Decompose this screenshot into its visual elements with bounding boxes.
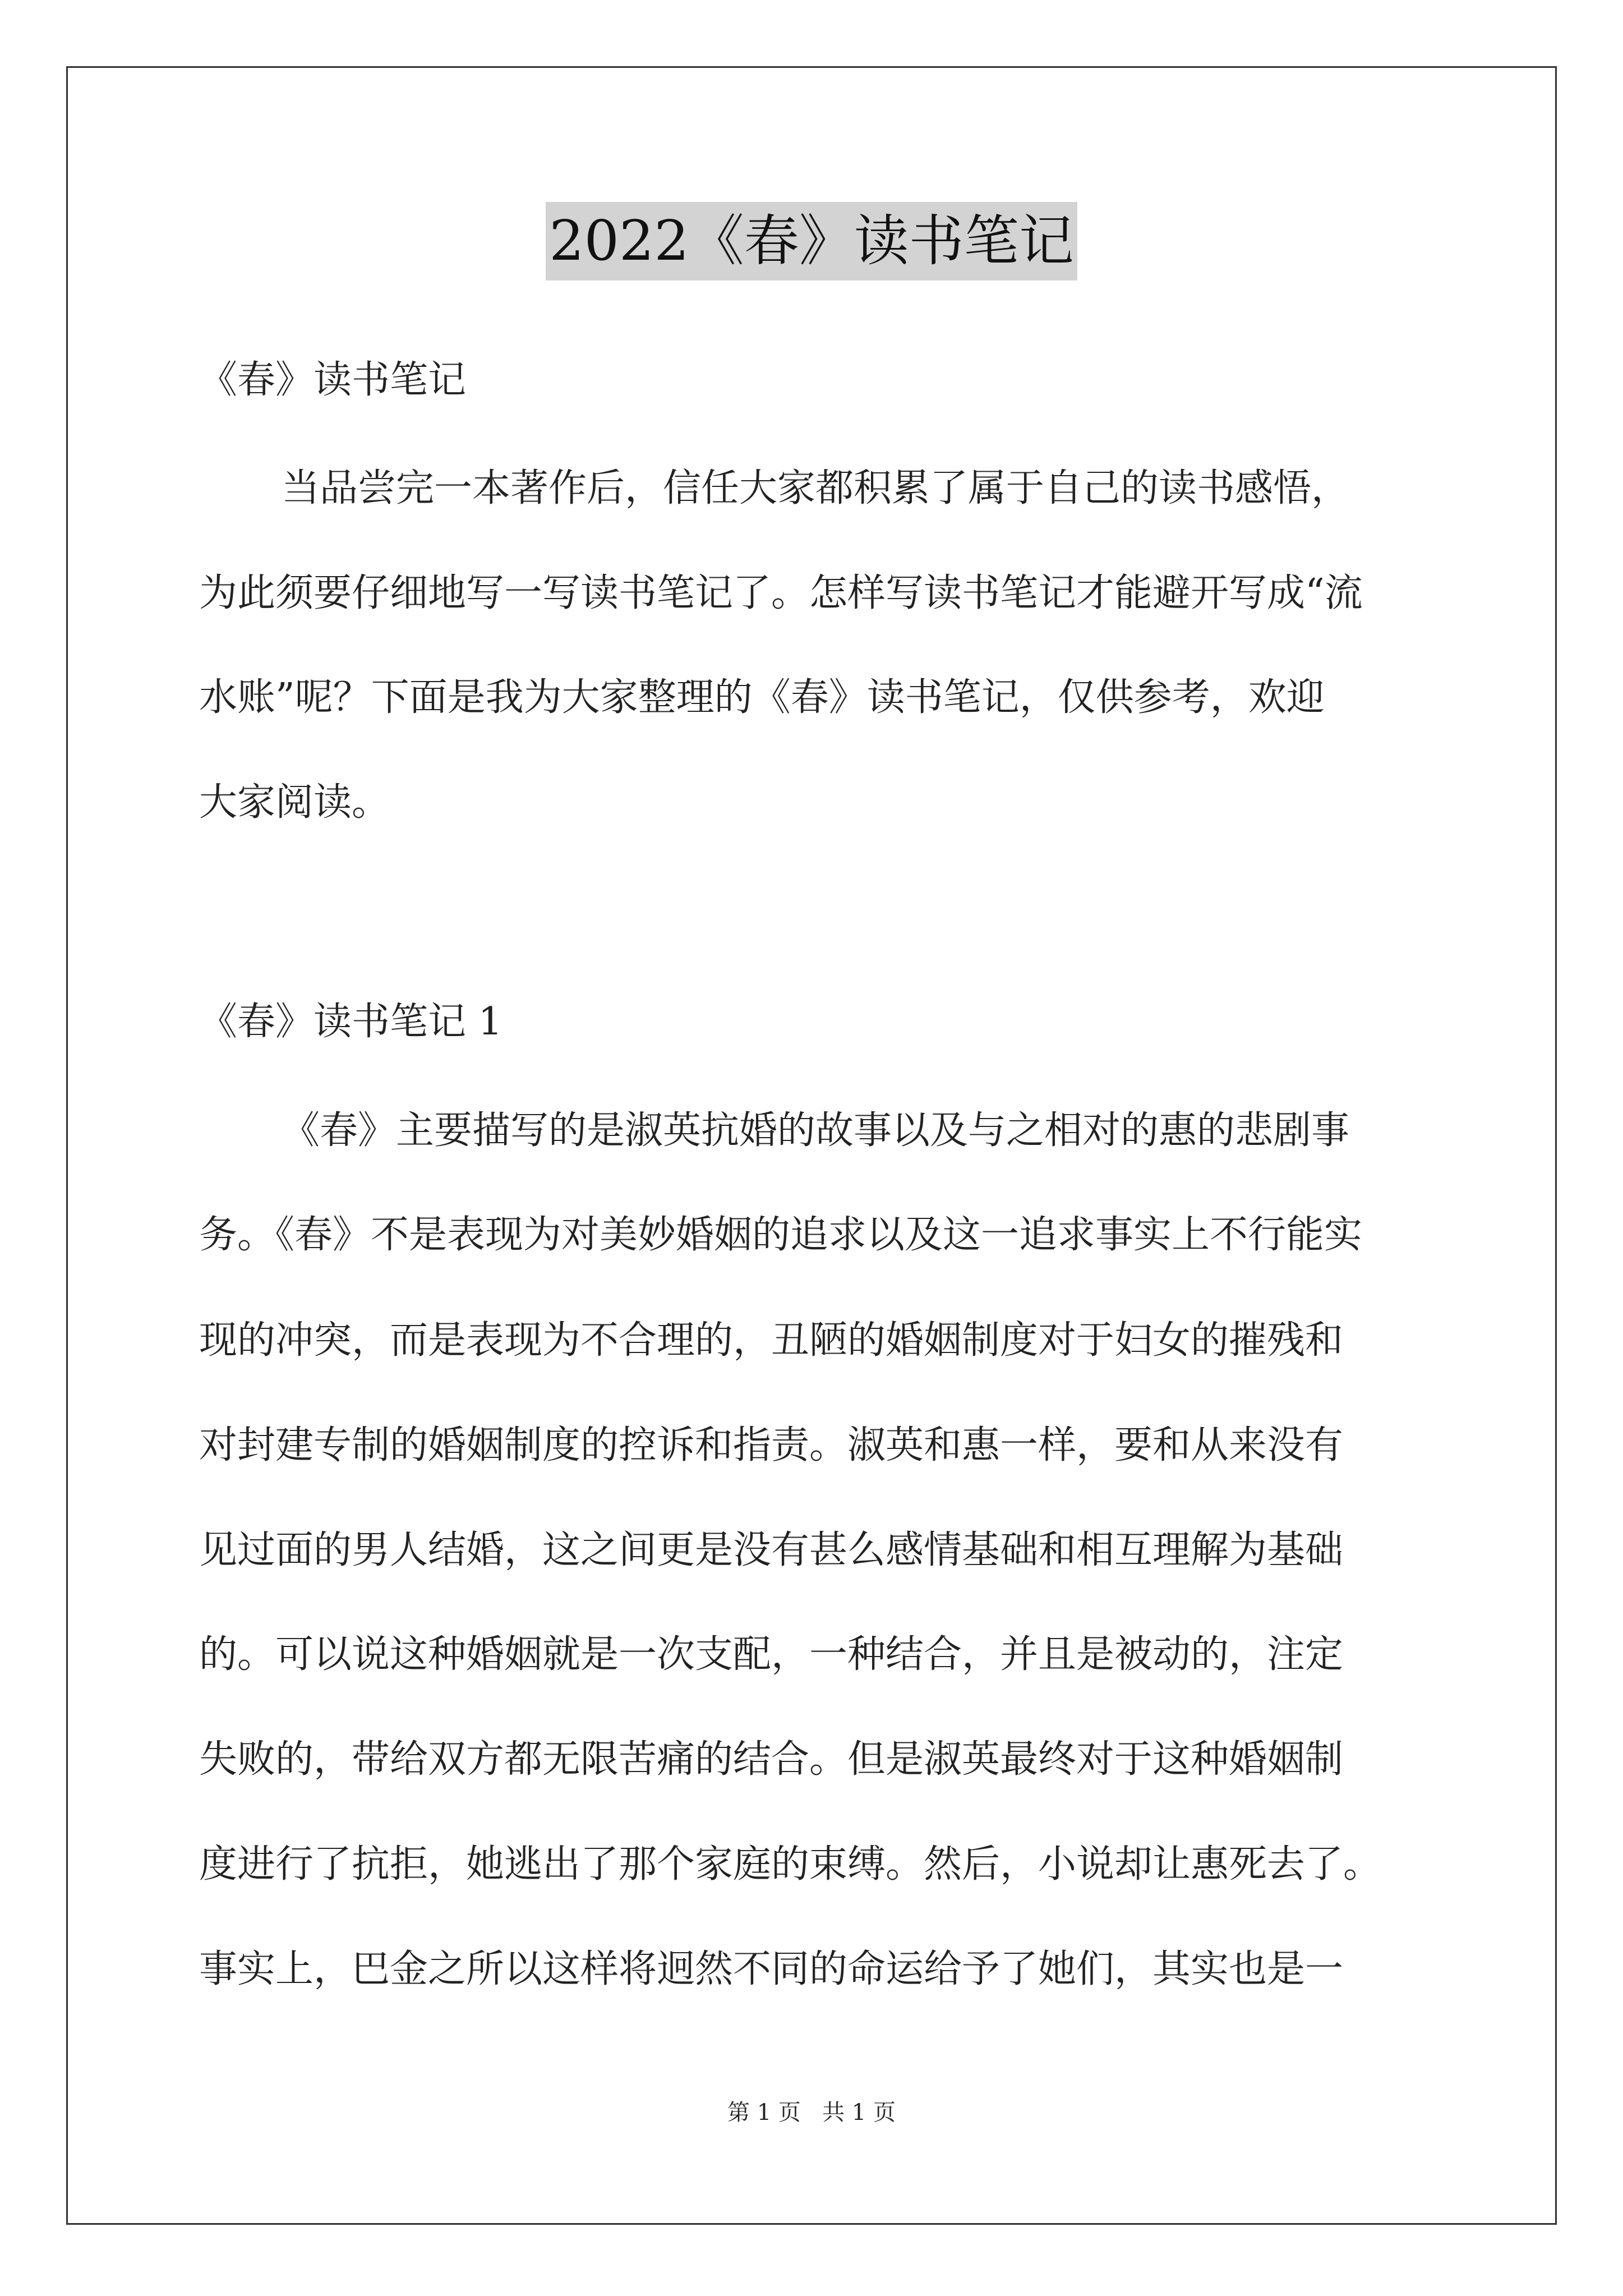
title-block: [0, 202, 1623, 280]
body-line: 度进行了抗拒，她逃出了那个家庭的束缚。然后，小说却让惠死去了。: [199, 1842, 1382, 1887]
intro-line: 当品尝完一本著作后，信任大家都积累了属于自己的读书感悟，: [282, 466, 1350, 510]
body-line: 失败的，带给双方都无限苦痛的结合。但是淑英最终对于这种婚姻制: [199, 1737, 1344, 1782]
section-heading: 《春》读书笔记 1: [199, 1000, 502, 1044]
document-title: 2022《春》读书笔记: [546, 202, 1077, 280]
body-line: 的。可以说这种婚姻就是一次支配，一种结合，并且是被动的，注定: [199, 1632, 1344, 1677]
page-footer: 第 1 页 共 1 页: [727, 2100, 896, 2125]
intro-heading: 《春》读书笔记: [199, 358, 467, 402]
intro-line: 大家阅读。: [199, 780, 390, 825]
intro-line: 水账”呢？下面是我为大家整理的《春》读书笔记，仅供参考，欢迎: [199, 675, 1325, 720]
body-line: 事实上，巴金之所以这样将迥然不同的命运给予了她们，其实也是一: [199, 1947, 1344, 1991]
body-line: 务。《春》不是表现为对美妙婚姻的追求以及这一追求事实上不行能实: [199, 1213, 1363, 1257]
body-line: 见过面的男人结婚，这之间更是没有甚么感情基础和相互理解为基础: [199, 1528, 1344, 1572]
body-line: 《春》主要描写的是淑英抗婚的故事以及与之相对的惠的悲剧事: [282, 1108, 1350, 1153]
intro-line: 为此须要仔细地写一写读书笔记了。怎样写读书笔记才能避开写成“流: [199, 571, 1363, 615]
body-line: 对封建专制的婚姻制度的控诉和指责。淑英和惠一样，要和从来没有: [199, 1423, 1344, 1467]
body-line: 现的冲突，而是表现为不合理的，丑陋的婚姻制度对于妇女的摧残和: [199, 1318, 1344, 1363]
